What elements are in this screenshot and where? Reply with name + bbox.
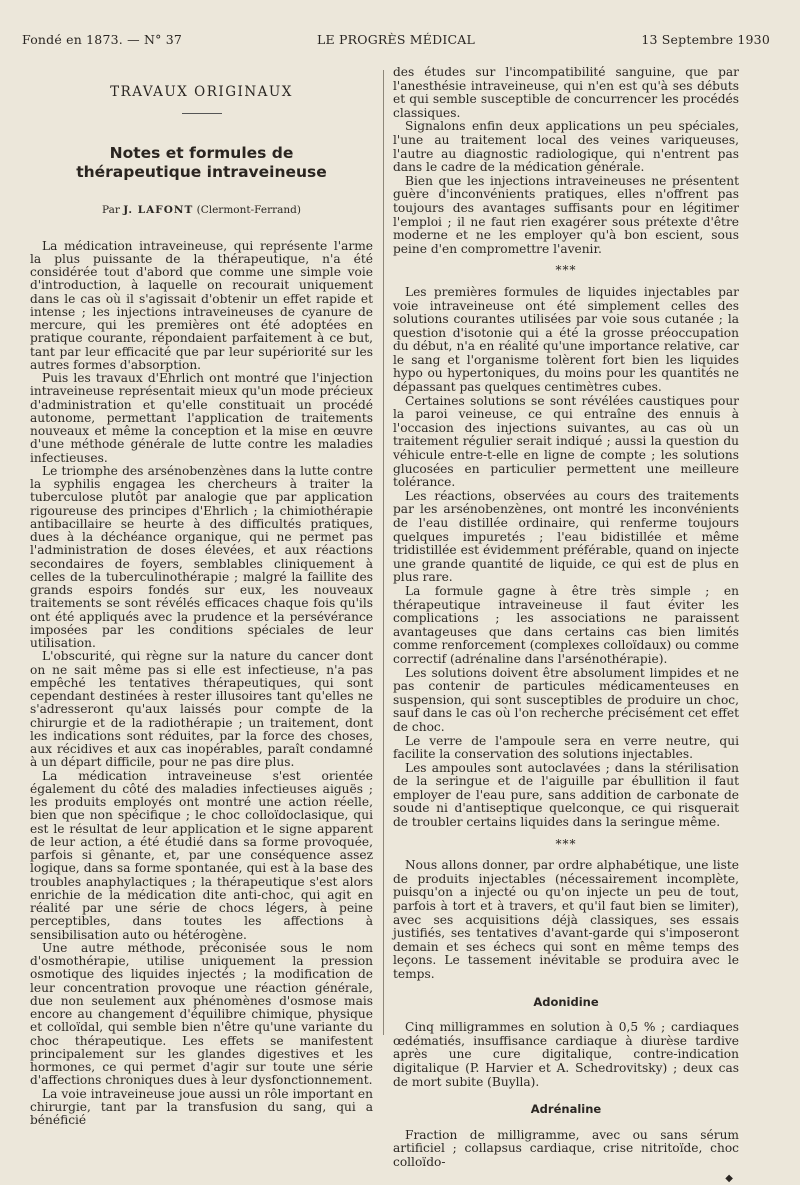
paragraph: Le triomphe des arsénobenzènes dans la lutte contre la syphilis engagea les chercheurs à traiter la tuberculose plutôt par analogie que par application rigoureuse des principes d'Ehrlich ; la chimiothérapie antibacillaire se heurte à des difficultés pratiques, dues à la déchéance organique, qui ne permet pas l'administration de doses élevées, et aux réactions secondaires de foyers, semblables cliniquement à celles de la tuberculinothérapie ; malgré la faillite des grands espoirs fondés sur eux, les nouveaux traitements se sont révélés efficaces chaque fois qu'ils ont été appliqués avec la prudence et la persévérance imposées par les conditions spéciales de leur utilisation. xyxy=(30,463,373,650)
paragraph: Nous allons donner, par ordre alphabétique, une liste de produits injectables (nécessairement incomplète, puisqu'on a injecté ou qu'on injecte un peu de tout, parfois à tort et à travers, et qu'il faut bien se limiter), avec ses acquisitions déjà classiques, ses essais justifiés, ses tentatives d'avant-garde qui s'imposeront demain et ses échecs qui sont en même temps des leçons. Le tassement inévitable se produira avec le temps. xyxy=(393,858,739,981)
journal-name: LE PROGRÈS MÉDICAL xyxy=(317,32,475,47)
entry-heading-adrenaline: Adrénaline xyxy=(530,1102,602,1117)
paragraph: Une autre méthode, préconisée sous le nom d'osmothérapie, utilise uniquement la pression osmotique des liquides injectés ; la modification de leur concentration provoque une réaction générale, due non seulement aux phénomènes d'osmose mais encore au changement d'équilibre chimique, physique et colloïdal, qui semble bien n'être qu'une variante du choc thérapeutique. Les effets se manifestent principalement sur les glandes digestives et les hormones, ce qui permet d'agir sur toute une série d'affections chroniques dues à leur dysfonctionnement. xyxy=(30,940,373,1088)
paragraph: Fraction de milligramme, avec ou sans sérum artificiel ; collapsus cardiaque, crise nitritoïde, choc colloïdo- xyxy=(393,1127,739,1169)
entry-heading-adonidine: Adonidine xyxy=(533,994,599,1009)
paragraph: des études sur l'incompatibilité sanguine, que par l'anesthésie intraveineuse, qui n'en est qu'à ses débuts et qui semble susceptible de concurrencer les procédés classiques. xyxy=(393,65,739,120)
paragraph: Puis les travaux d'Ehrlich ont montré que l'injection intraveineuse représentait mieux qu'un mode précieux d'administration et qu'elle constituait un procédé autonome, permettant l'application de traitements nouveaux et même la conception et la mise en œuvre d'une méthode générale de lutte contre les maladies infectieuses. xyxy=(30,371,373,465)
left-column xyxy=(30,64,373,1127)
paragraph: Bien que les injections intraveineuses ne présentent guère d'inconvénients pratiques, elles n'offrent pas toujours des avantages suffisants pour en légitimer l'emploi ; il ne faut rien exagérer sous prétexte d'être moderne et ne les employer qu'à bon escient, sous peine d'en compromettre l'avenir. xyxy=(393,173,739,256)
paragraph: La voie intraveineuse joue aussi un rôle important en chirurgie, tant par la transfusion du sang, qui a bénéficié xyxy=(30,1086,373,1127)
author-affiliation: (Clermont-Ferrand) xyxy=(196,204,301,217)
paragraph: Les premières formules de liquides injectables par voie intraveineuse ont été simplement celles des solutions courantes utilisées par voie sous cutanée ; la question d'isotonie qui a été la grosse préoccupation du début, n'a en réalité qu'une importance relative, car le sang et l'organisme tolèrent fort bien les liquides hypo ou hypertoniques, du moins pour les quantités ne dépassant pas quelques centimètres cubes. xyxy=(393,284,739,395)
paragraph: Le verre de l'ampoule sera en verre neutre, qui facilite la conservation des solutions injectables. xyxy=(393,733,739,762)
title-divider xyxy=(182,113,222,114)
page-header xyxy=(22,32,770,48)
end-ornament: ◆ xyxy=(725,1172,733,1184)
author-name: J. LAFONT xyxy=(123,204,194,217)
paragraph: Signalons enfin deux applications un peu spéciales, l'une au traitement local des veines variqueuses, l'autre au diagnostic radiologique, qui n'entrent pas dans le cadre de la médication générale. xyxy=(393,119,739,175)
paragraph: Les ampoules sont autoclavées ; dans la stérilisation de la seringue et de l'aiguille par ébullition il faut employer de l'eau pure, sans addition de carbonate de soude ni d'antiseptique quelconque, ce qui risquerait de troubler certains liquides dans la seringue même. xyxy=(393,760,739,830)
article-title: Notes et formules de thérapeutique intraveineuse xyxy=(76,144,327,182)
paragraph: Certaines solutions se sont révélées caustiques pour la paroi veineuse, ce qui entraîne des ennuis à l'occasion des injections suivantes, au cas où un traitement régulier serait indiqué ; aussi la question du véhicule entre-t-elle en ligne de compte ; les solutions glucosées en particulier permettent une meilleure tolérance. xyxy=(393,393,739,490)
byline-prefix: Par xyxy=(102,204,120,217)
paragraph: La formule gagne à être très simple ; en thérapeutique intraveineuse il faut éviter les complications ; les associations ne paraissent avantageuses que dans certains cas bien limités comme renforcement (complexes colloïdaux) ou comme correctif (adrénaline dans l'arsénothérapie). xyxy=(393,583,739,666)
paragraph: L'obscurité, qui règne sur la nature du cancer dont on ne sait même pas si elle est infectieuse, n'a pas empêché les tentatives thérapeutiques, qui sont cependant destinées à rester illusoires tant qu'elles ne s'adresseront qu'aux laissés pour compte de la chirurgie et de la radiothérapie ; un traitement, dont les indications sont réduites, par la force des choses, aux récidives et aux cas inopérables, paraît condamné à un départ difficile, pour ne pas dire plus. xyxy=(30,649,373,770)
section-title: TRAVAUX ORIGINAUX xyxy=(110,84,293,100)
paragraph: La médication intraveineuse s'est orientée également du côté des maladies infectieuses aiguës ; les produits employés ont montré une action réelle, bien que non spécifique ; le choc colloïdoclasique, qui est le résultat de leur application et le signe apparent de leur action, a été étudié dans sa forme provoquée, parfois si gênante, et, par une conséquence assez logique, dans sa forme spontanée, qui est à la base des troubles anaphylactiques ; la thérapeutique s'est alors enrichie de la médication dite anti-choc, qui agit en réalité par une série de chocs légers, à peine perceptibles, dans toutes les affections à sensibilisation auto ou hétérogène. xyxy=(30,768,373,942)
paragraph: Les réactions, observées au cours des traitements par les arsénobenzènes, ont montré les inconvénients de l'eau distillée ordinaire, qui renferme toujours quelques impuretés ; l'eau bidistillée et même tridistillée est évidemment préférable, quand on injecte une grande quantité de liquide, ce qui est de plus en plus rare. xyxy=(393,488,739,585)
paragraph: Cinq milligrammes en solution à 0,5 % ; cardiaques œdématiés, insuffisance cardiaque à diurèse tardive après une cure digitalique, contre-indication digitalique (P. Harvier et A. Schedrovitsky) ; deux cas de mort subite (Buylla). xyxy=(393,1020,739,1089)
section-separator: *** xyxy=(555,263,577,278)
section-separator: *** xyxy=(555,836,577,851)
paragraph: La médication intraveineuse, qui représente l'arme la plus puissante de la thérapeutique, n'a été considérée tout d'abord que comme une simple voie d'introduction, à laquelle on recourait uniquement dans le cas où il s'agissait d'obtenir un effet rapide et intense ; les injections intraveineuses de cyanure de mercure, qui les premières ont été adoptées en pratique courante, répondaient parfaitement à ce but, tant par leur efficacité que par leur supériorité sur les autres formes d'absorption. xyxy=(30,238,373,372)
right-column xyxy=(393,66,739,1185)
byline xyxy=(30,204,373,217)
issue-date: 13 Septembre 1930 xyxy=(641,32,770,47)
paragraph: Les solutions doivent être absolument limpides et ne pas contenir de particules médicamenteuses en suspension, qui sont susceptibles de produire un choc, sauf dans le cas où l'on recherche précisément cet effet de choc. xyxy=(393,665,739,734)
column-divider xyxy=(383,70,384,1035)
founded-line: Fondé en 1873. — N° 37 xyxy=(22,32,183,47)
